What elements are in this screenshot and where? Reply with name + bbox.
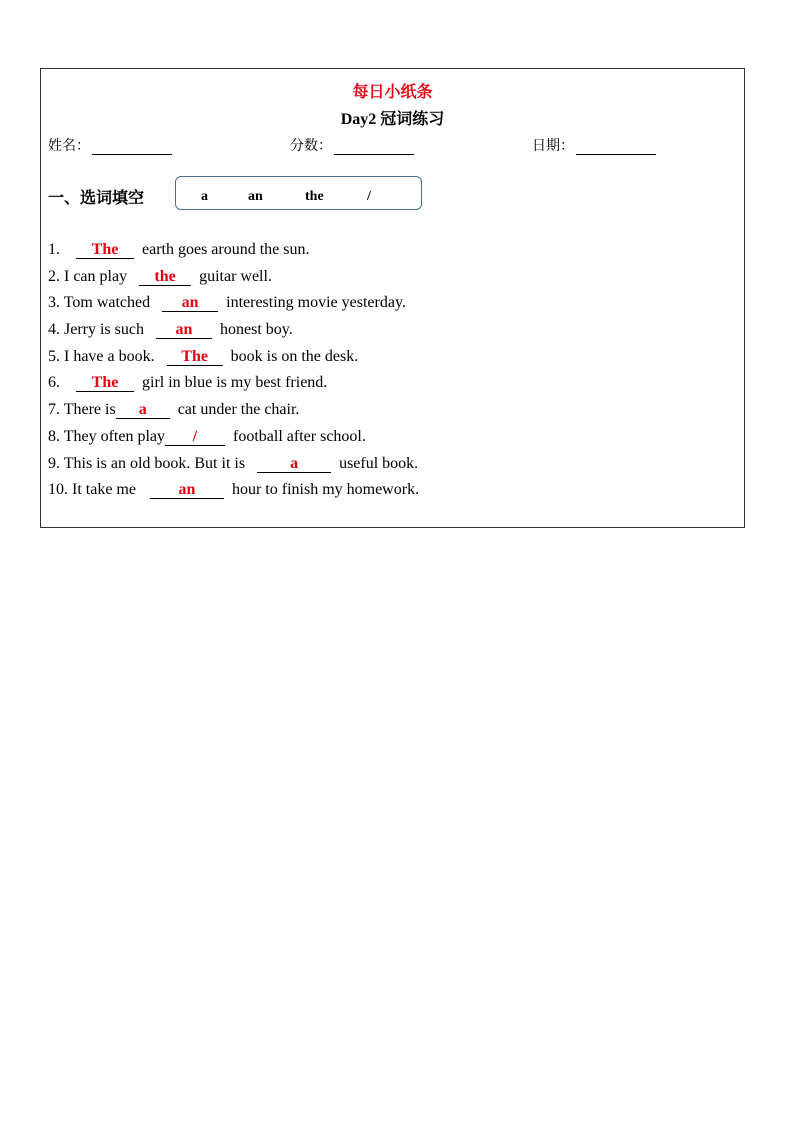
question-row	[48, 319, 419, 346]
question-row	[48, 399, 419, 426]
question-before: Tom watched	[63, 294, 151, 312]
question-row	[48, 479, 419, 506]
subtitle-day: Day2	[340, 111, 377, 128]
question-number: 1.	[48, 241, 60, 258]
worksheet-title: 每日小纸条	[352, 82, 433, 101]
question-after: interesting movie yesterday.	[226, 294, 406, 312]
score-label: 分数：	[290, 138, 332, 154]
date-blank[interactable]	[576, 140, 656, 155]
question-number: 5.	[48, 347, 60, 365]
question-row	[48, 292, 419, 319]
question-after: girl in blue is my best friend.	[142, 374, 328, 392]
question-after: hour to finish my homework.	[231, 481, 420, 499]
worksheet-subtitle	[41, 106, 744, 129]
question-before: This is an old book. But it is	[63, 454, 246, 472]
question-before: I can play	[64, 267, 128, 285]
question-after: earth goes around the sun.	[142, 241, 310, 258]
question-before: I have a book.	[64, 347, 155, 365]
section-heading: 一、选词填空	[48, 188, 145, 207]
date-field	[532, 135, 656, 155]
answer-blank[interactable]: The	[167, 348, 223, 366]
answer-blank[interactable]: a	[257, 455, 331, 473]
question-number: 8.	[48, 427, 60, 445]
question-before: They often play	[63, 427, 166, 445]
question-number: 7.	[48, 401, 60, 419]
score-field	[290, 135, 414, 155]
word-bank-box	[175, 176, 422, 210]
question-before: Jerry is such	[64, 321, 144, 339]
worksheet-card	[40, 68, 745, 528]
word-bank-item: a	[201, 189, 208, 204]
name-blank[interactable]	[92, 140, 172, 155]
answer-blank[interactable]: The	[76, 241, 134, 259]
answer-blank[interactable]: a	[116, 401, 170, 419]
question-after: football after school.	[233, 427, 366, 445]
question-number: 2.	[48, 267, 60, 285]
question-after: book is on the desk.	[230, 347, 359, 365]
answer-blank[interactable]: an	[150, 481, 224, 499]
subtitle-topic: 冠词练习	[380, 109, 445, 128]
date-label: 日期：	[532, 138, 574, 154]
word-bank-item: the	[305, 189, 324, 204]
word-bank-item: /	[367, 189, 371, 204]
answer-blank[interactable]: an	[162, 294, 218, 312]
answer-blank[interactable]: /	[165, 428, 225, 446]
question-number: 4.	[48, 321, 60, 339]
question-after: guitar well.	[199, 267, 272, 285]
question-row	[48, 239, 419, 266]
name-label: 姓名：	[48, 138, 90, 154]
answer-blank[interactable]: the	[139, 268, 191, 286]
question-number: 3.	[48, 294, 60, 312]
question-number: 9.	[48, 454, 60, 472]
score-blank[interactable]	[334, 140, 414, 155]
question-after: honest boy.	[219, 321, 293, 339]
question-after: cat under the chair.	[177, 401, 300, 419]
question-row	[48, 372, 419, 399]
question-row	[48, 426, 419, 453]
question-number: 10.	[48, 481, 68, 499]
question-before: There is	[63, 401, 116, 419]
question-list	[48, 239, 419, 506]
question-number: 6.	[48, 374, 60, 392]
question-row	[48, 453, 419, 480]
answer-blank[interactable]: The	[76, 374, 134, 392]
answer-blank[interactable]: an	[156, 321, 212, 339]
name-field	[48, 135, 172, 155]
question-row	[48, 346, 419, 373]
question-row	[48, 266, 419, 293]
question-after: useful book.	[339, 454, 419, 472]
word-bank-item: an	[248, 189, 263, 204]
question-before: It take me	[72, 481, 136, 499]
